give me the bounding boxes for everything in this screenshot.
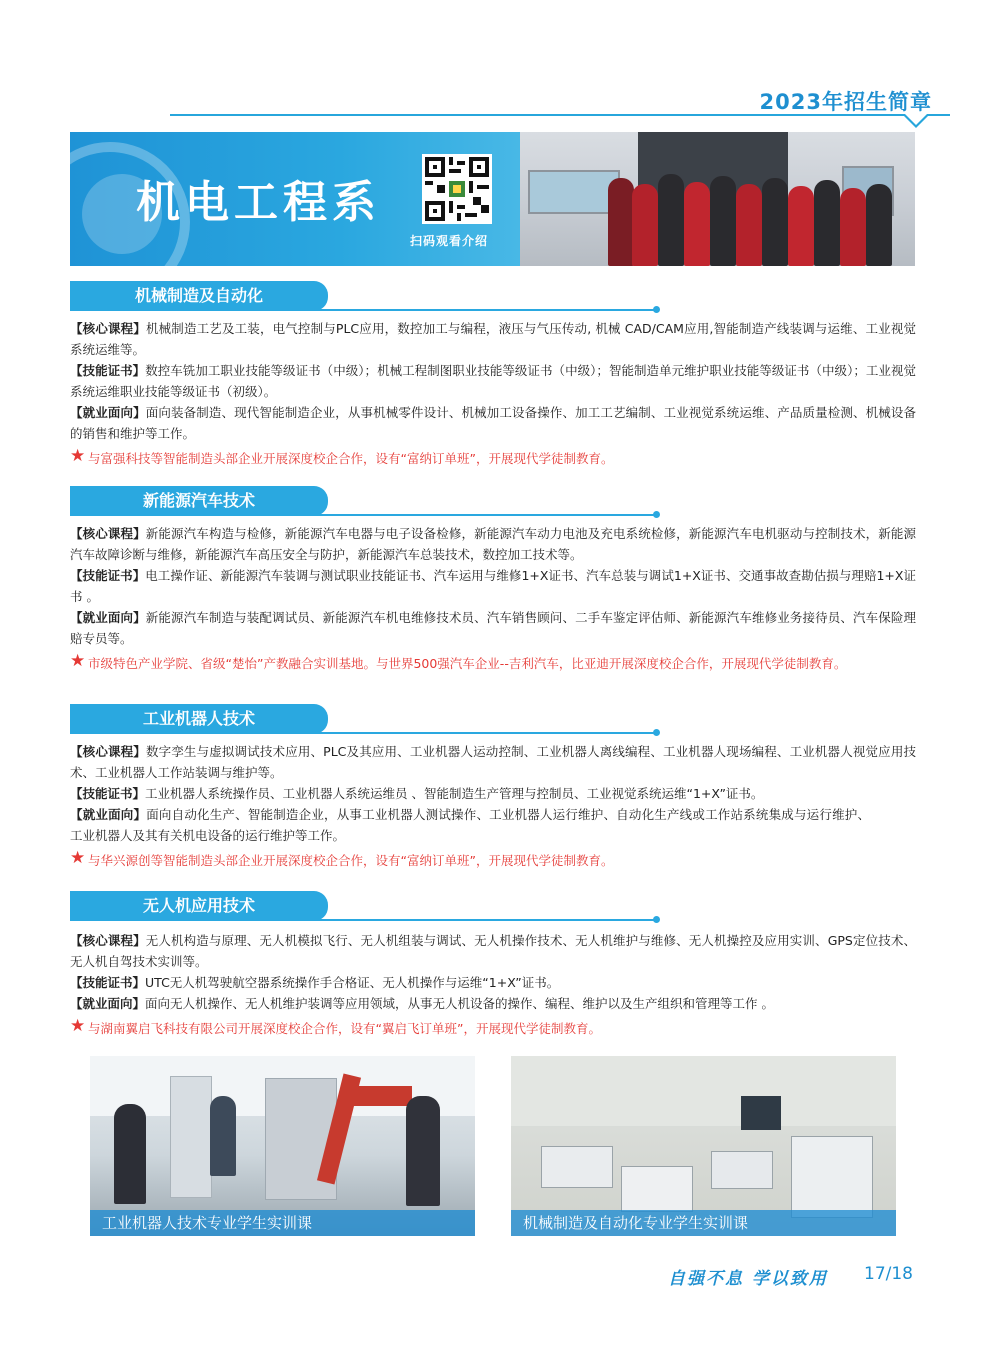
section-header-robot: 工业机器人技术 — [70, 704, 328, 734]
cooperation-highlight: 与华兴源创等智能制造头部企业开展深度校企合作，设有“富纳订单班”，开展现代学徒制教育。 — [88, 853, 614, 868]
qr-caption: 扫码观看介绍 — [410, 234, 489, 248]
banner-blue-panel — [70, 132, 520, 266]
group-photo — [520, 132, 915, 266]
cooperation-highlight: 与湖南翼启飞科技有限公司开展深度校企合作，设有“翼启飞订单班”，开展现代学徒制教育。 — [88, 1021, 601, 1036]
skill-certificates: 数控车铣加工职业技能等级证书（中级）；机械工程制图职业技能等级证书（中级）；智能制造单元维护职业技能等级证书（中级）；工业视觉系统运维职业技能等级证书（初级）。 — [70, 363, 916, 399]
skill-certificates: UTC无人机驾驶航空器系统操作手合格证、无人机操作与运维“1+X”证书。 — [145, 975, 560, 990]
employment-direction: 面向装备制造、现代智能制造企业，从事机械零件设计、机械加工设备操作、加工工艺编制、工业视觉系统运维、产品质量检测、机械设备的销售和维护等工作。 — [70, 405, 916, 441]
department-banner — [70, 132, 915, 266]
employment-direction: 面向无人机操作、无人机维护装调等应用领域，从事无人机设备的操作、编程、维护以及生产组织和管理等工作 。 — [145, 996, 774, 1011]
cooperation-highlight: 与富强科技等智能制造头部企业开展深度校企合作，设有“富纳订单班”，开展现代学徒制教育。 — [88, 451, 614, 466]
star-icon: ★ — [70, 651, 86, 671]
section-body-mechanical: 【核心课程】机械制造工艺及工装，电气控制与PLC应用，数控加工与编程，液压与气压传动, 机械 CAD/CAM应用,智能制造产线装调与运维、工业视觉系统运维等。 【技能证书】数控车铣加工职业技能等级证书（中级）；机械工程制图职业技能等级证书（中级）；智能制造单元维护职业技能等级证书（中级）；工业视觉系统运维职业技能等级证书（初级）。 【就业面向】面向装备制造、现代智能制造企业，从事机械零件设计、机械加工设备操作、加工工艺编制、工业视觉系统运维、产品质量检测、机械设备的销售和维护等工作。 ★ 与富强科技等智能制造头部企业开展深度校企合作，设有“富纳订单班”，开展现代学徒制教育。 — [70, 321, 916, 466]
section-header-mechanical: 机械制造及自动化 — [70, 281, 328, 311]
star-icon: ★ — [70, 1016, 86, 1036]
section-body-robot: 【核心课程】数字孪生与虚拟调试技术应用、PLC及其应用、工业机器人运动控制、工业机器人离线编程、工业机器人现场编程、工业机器人视觉应用技术、工业机器人工作站装调与维护等。 【技能证书】工业机器人系统操作员、工业机器人系统运维员 、智能制造生产管理与控制员、工业视觉系统运维“1+X”证书。 【就业面向】面向自动化生产、智能制造企业，从事工业机器人测试操作、工业机器人运行维护、自动化生产线或工作站系统集成与运行维护、工业机器人及其有关机电设备的运行维护等工作。 ★ 与华兴源创等智能制造头部企业开展深度校企合作，设有“富纳订单班”，开展现代学徒制教育。 — [70, 744, 916, 868]
section-body-nev: 【核心课程】新能源汽车构造与检修，新能源汽车电器与电子设备检修，新能源汽车动力电池及充电系统检修，新能源汽车电机驱动与控制技术，新能源汽车故障诊断与维修，新能源汽车高压安全与防护，新能源汽车总装技术，数控加工技术等。 【技能证书】电工操作证、新能源汽车装调与测试职业技能证书、汽车运用与维修1+X证书、汽车总装与调试1+X证书、交通事故查勘估损与理赔1+X证书 。 【就业面向】新能源汽车制造与装配调试员、新能源汽车机电维修技术员、汽车销售顾问、二手车鉴定评估师、新能源汽车维修业务接待员、汽车保险理赔专员等。 ★ 市级特色产业学院、省级“楚怡”产教融合实训基地。与世界500强汽车企业--吉利汽车，比亚迪开展深度校企合作，开展现代学徒制教育。 — [70, 526, 916, 671]
section-header-drone: 无人机应用技术 — [70, 891, 328, 921]
section-body-drone: 【核心课程】无人机构造与原理、无人机模拟飞行、无人机组装与调试、无人机操作技术、无人机维护与维修、无人机操控及应用实训、GPS定位技术、无人机自驾技术实训等。 【技能证书】UTC无人机驾驶航空器系统操作手合格证、无人机操作与运维“1+X”证书。 【就业面向】面向无人机操作、无人机维护装调等应用领域，从事无人机设备的操作、编程、维护以及生产组织和管理等工作 。 ★ 与湖南翼启飞科技有限公司开展深度校企合作，设有“翼启飞订单班”，开展现代学徒制教育。 — [70, 933, 916, 1036]
brochure-title: 2023年招生简章 — [759, 90, 932, 114]
employment-direction: 面向自动化生产、智能制造企业，从事工业机器人测试操作、工业机器人运行维护、自动化生产线或工作站系统集成与运行维护、工业机器人及其有关机电设备的运行维护等工作。 — [70, 807, 870, 843]
core-courses: 数字孪生与虚拟调试技术应用、PLC及其应用、工业机器人运动控制、工业机器人离线编程、工业机器人现场编程、工业机器人视觉应用技术、工业机器人工作站装调与维护等。 — [70, 744, 916, 780]
photo-caption: 机械制造及自动化专业学生实训课 — [511, 1210, 896, 1236]
skill-certificates: 电工操作证、新能源汽车装调与测试职业技能证书、汽车运用与维修1+X证书、汽车总装与调试1+X证书、交通事故查勘估损与理赔1+X证书 。 — [70, 568, 916, 604]
photo-caption: 工业机器人技术专业学生实训课 — [90, 1210, 475, 1236]
core-courses: 新能源汽车构造与检修，新能源汽车电器与电子设备检修，新能源汽车动力电池及充电系统检修，新能源汽车电机驱动与控制技术，新能源汽车故障诊断与维修，新能源汽车高压安全与防护，新能源汽车总装技术，数控加工技术等。 — [70, 526, 916, 562]
core-courses: 机械制造工艺及工装，电气控制与PLC应用，数控加工与编程，液压与气压传动, 机械 CAD/CAM应用,智能制造产线装调与运维、工业视觉系统运维等。 — [70, 321, 916, 357]
employment-direction: 新能源汽车制造与装配调试员、新能源汽车机电维修技术员、汽车销售顾问、二手车鉴定评估师、新能源汽车维修业务接待员、汽车保险理赔专员等。 — [70, 610, 916, 646]
department-title: 机电工程系 — [136, 177, 381, 228]
skill-certificates: 工业机器人系统操作员、工业机器人系统运维员 、智能制造生产管理与控制员、工业视觉系统运维“1+X”证书。 — [145, 786, 764, 801]
star-icon: ★ — [70, 848, 86, 868]
star-icon: ★ — [70, 446, 86, 466]
robot-training-photo — [90, 1056, 475, 1236]
section-header-nev: 新能源汽车技术 — [70, 486, 328, 516]
cooperation-highlight: 市级特色产业学院、省级“楚怡”产教融合实训基地。与世界500强汽车企业--吉利汽车，比亚迪开展深度校企合作，开展现代学徒制教育。 — [88, 656, 847, 671]
core-courses: 无人机构造与原理、无人机模拟飞行、无人机组装与调试、无人机操作技术、无人机维护与维修、无人机操控及应用实训、GPS定位技术、无人机自驾技术实训等。 — [70, 933, 916, 969]
qr-code-icon[interactable] — [422, 154, 492, 224]
machining-training-photo — [511, 1056, 896, 1236]
page-number: 17/18 — [864, 1264, 913, 1284]
school-motto: 自强不息 学以致用 — [668, 1269, 828, 1289]
